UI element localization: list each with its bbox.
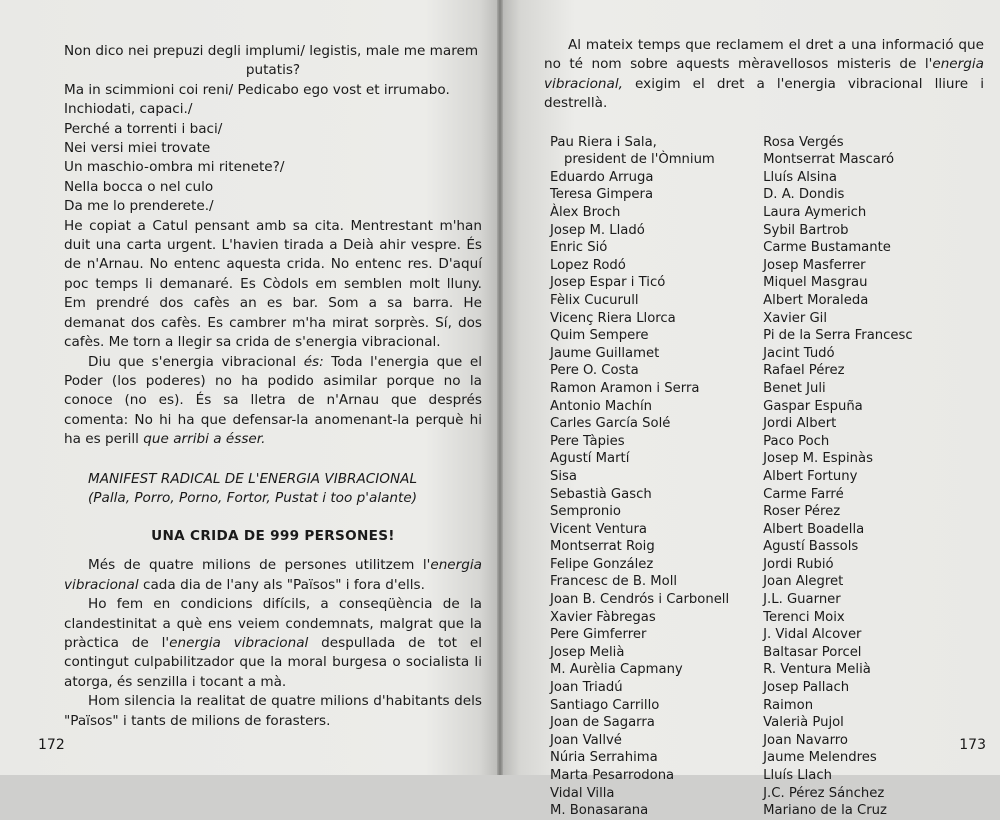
name-entry: D. A. Dondis [763, 187, 845, 203]
name-entry: Santiago Carrillo [550, 697, 660, 713]
paragraph-condicions [64, 595, 482, 692]
name-entry: Quim Sempere [550, 328, 649, 344]
text-run: despullada de tot el contingut culpabilitzador que la moral burgesa o socialista li atorga, és senzilla i tocant a mà. [64, 634, 482, 690]
name-entry: Pere O. Costa [550, 363, 639, 379]
name-entry: Àlex Broch [550, 205, 621, 220]
name-entry: Jacint Tudó [763, 345, 835, 361]
name-entry: Jordi Albert [763, 416, 837, 432]
name-entry: Vicenç Riera Llorca [550, 310, 676, 326]
name-entry: Núria Serrahima [550, 750, 658, 766]
name-entry: M. Bonasarana [550, 803, 649, 819]
name-entry: president de l'Òmnium [564, 152, 715, 168]
poem-line: Nella bocca o nel culo [64, 178, 214, 195]
italic-run: que arribi a ésser. [143, 431, 266, 448]
name-entry: M. Aurèlia Capmany [550, 662, 683, 678]
name-entry: Joan Alegret [763, 574, 844, 590]
italic-run: és: [303, 353, 324, 370]
page-number: 172 [38, 737, 65, 753]
paragraph-catul: He copiat a Catul pensant amb sa cita. Mentrestant m'han duit una carta urgent. L'havien tirada a Deià ahir vespre. És de n'Arnau. No entenc aquesta crida. No entenc res. D'aquí poc temps li demanaré. Es Còdols em semblen molt lluny. Em prendré dos cafès an es bar. Som a sa barra. He demanat dos cafès. Es cambrer m'ha mirat sorprès. Sí, dos cafès. Me torn a llegir sa crida de s'energia vibracional. [64, 217, 482, 351]
name-entry: Albert Fortuny [763, 468, 858, 484]
manifest-subtitle: (Palla, Porro, Porno, Fortor, Pustat i too p'alante) [88, 489, 418, 506]
name-entry: Pau Riera i Sala, [550, 134, 657, 150]
poem-line: Inchiodati, capaci./ [64, 101, 193, 118]
poem-line: Un maschio-ombra mi ritenete?/ [64, 159, 285, 176]
name-entry: R. Ventura Melià [763, 662, 871, 678]
name-entry: Montserrat Mascaró [763, 152, 895, 168]
poem-line: Perché a torrenti i baci/ [64, 120, 223, 137]
name-entry: Vicent Ventura [550, 521, 647, 537]
name-entry: Rafael Pérez [763, 363, 845, 379]
text-run: Diu que s'energia vibracional [88, 353, 304, 370]
name-entry: Jaume Guillamet [550, 345, 660, 361]
page-number: 173 [959, 737, 986, 753]
name-entry: Agustí Bassols [763, 539, 859, 555]
name-entry: Joan de Sagarra [550, 715, 655, 731]
name-entry: Raimon [763, 697, 814, 713]
name-entry: Carme Bustamante [763, 240, 891, 256]
name-entry: Sempronio [550, 504, 621, 520]
name-entry: Albert Moraleda [763, 292, 869, 308]
text-run: Ho fem en condicions difícils, a conseqüència de la clandestinitat a què ens veiem condemnats, malgrat que la pràctica de l' [64, 596, 482, 651]
name-entry: Rosa Vergés [763, 134, 844, 150]
text-run: Més de quatre milions de persones utilitzem l' [88, 557, 431, 574]
poem-line: Da me lo prenderete./ [64, 198, 214, 215]
name-entry: Pere Gimferrer [550, 627, 647, 643]
name-entry: Antonio Machín [550, 398, 652, 414]
paragraph-silencia: Hom silencia la realitat de quatre milions d'habitants dels "Països" i tants de milions de forasters. [64, 693, 482, 729]
name-entry: Valerià Pujol [763, 715, 844, 731]
name-entry: Sybil Bartrob [763, 222, 849, 238]
name-entry: Fèlix Cucurull [550, 292, 639, 308]
name-entry: Josep Melià [550, 644, 625, 660]
name-entry: Carme Farré [763, 486, 844, 502]
name-entry: Joan B. Cendrós i Carbonell [550, 592, 730, 608]
poem-line: Ma in scimmioni coi reni/ Pedicabo ego vost et irrumabo. [64, 81, 450, 98]
name-entry: Lluís Alsina [763, 169, 837, 185]
name-entry: Vidal Villa [550, 785, 615, 801]
name-entry: Mariano de la Cruz [763, 803, 887, 819]
name-entry: Sebastià Gasch [550, 486, 652, 502]
poem [64, 42, 482, 217]
name-entry: Xavier Gil [763, 310, 828, 326]
name-entry: Joan Triadú [550, 680, 623, 696]
name-entry: Benet Juli [763, 380, 826, 396]
name-entry: Josep M. Lladó [550, 222, 645, 238]
name-entry: Teresa Gimpera [550, 187, 654, 203]
name-entry: Joan Vallvé [550, 732, 622, 748]
name-entry: Albert Boadella [763, 521, 865, 537]
paragraph-energia [64, 353, 482, 450]
name-entry: Roser Pérez [763, 504, 841, 520]
intro-paragraph [544, 36, 984, 114]
poem-line: Non dico nei prepuzi degli implumi/ legistis, male me marem [64, 43, 479, 59]
name-entry: Enric Sió [550, 240, 608, 256]
name-entry: Sisa [550, 468, 577, 484]
right-page [500, 0, 1000, 819]
text-run: Toda l'energia que el Poder (los poderes) no ha podido asimilar porque no la conoce (no es). És sa lletra de n'Arnau que després comenta: No hi ha que defensar-la anomenant-la perquè hi ha es perill [64, 353, 482, 448]
name-entry: Xavier Fàbregas [550, 609, 656, 625]
name-entry: Lopez Rodó [550, 257, 626, 273]
paragraph-milions [64, 556, 482, 595]
italic-run: energia vibracional, [544, 56, 984, 92]
name-entry: Lluís Llach [763, 768, 832, 783]
name-entry: Eduardo Arruga [550, 169, 654, 185]
name-entry: Francesc de B. Moll [550, 574, 678, 590]
name-entry: Montserrat Roig [550, 539, 655, 555]
name-entry: Gaspar Espuña [763, 398, 863, 414]
name-entry: J.L. Guarner [763, 592, 841, 608]
signatories-list [544, 134, 984, 820]
name-entry: Joan Navarro [763, 732, 848, 748]
name-entry: Marta Pesarrodona [550, 768, 675, 783]
section-heading: UNA CRIDA DE 999 PERSONES! [151, 528, 395, 545]
name-entry: Josep Pallach [763, 680, 850, 696]
name-entry: Josep Espar i Ticó [550, 275, 666, 291]
name-entry: Jaume Melendres [763, 750, 877, 766]
name-entry: Miquel Masgrau [763, 275, 868, 291]
text-run: cada dia de l'any als "Països" i fora d'ells. [138, 576, 425, 593]
text-run: exigim el dret a l'energia vibracional lliure i destrellà. [544, 75, 984, 112]
poem-line: Nei versi miei trovate [64, 140, 211, 157]
italic-run: energia vibracional [64, 557, 482, 593]
name-entry: Laura Aymerich [763, 205, 867, 220]
names-column-1 [544, 134, 763, 820]
names-column-2 [763, 134, 984, 820]
name-entry: Pere Tàpies [550, 433, 625, 449]
book-gutter [497, 0, 503, 775]
name-entry: J. Vidal Alcover [763, 627, 862, 643]
name-entry: Paco Poch [763, 433, 830, 449]
poem-line: putatis? [245, 62, 301, 79]
text-run: Al mateix temps que reclamem el dret a una informació que no té nom sobre aquests mèravellosos misteris de l' [544, 37, 984, 73]
italic-run: energia vibracional [169, 634, 309, 651]
name-entry: Josep M. Espinàs [763, 451, 873, 467]
name-entry: Pi de la Serra Francesc [763, 328, 913, 344]
left-page [0, 0, 500, 775]
name-entry: Jordi Rubió [763, 556, 834, 572]
name-entry: Carles García Solé [550, 416, 671, 432]
name-entry: J.C. Pérez Sánchez [763, 785, 885, 801]
name-entry: Baltasar Porcel [763, 644, 862, 660]
name-entry: Felipe González [550, 556, 654, 572]
name-entry: Agustí Martí [550, 451, 630, 467]
name-entry: Josep Masferrer [763, 257, 866, 273]
manifest-title: MANIFEST RADICAL DE L'ENERGIA VIBRACIONAL [88, 470, 418, 487]
manifest-block [64, 470, 482, 509]
name-entry: Terenci Moix [763, 609, 845, 625]
name-entry: Ramon Aramon i Serra [550, 380, 700, 396]
